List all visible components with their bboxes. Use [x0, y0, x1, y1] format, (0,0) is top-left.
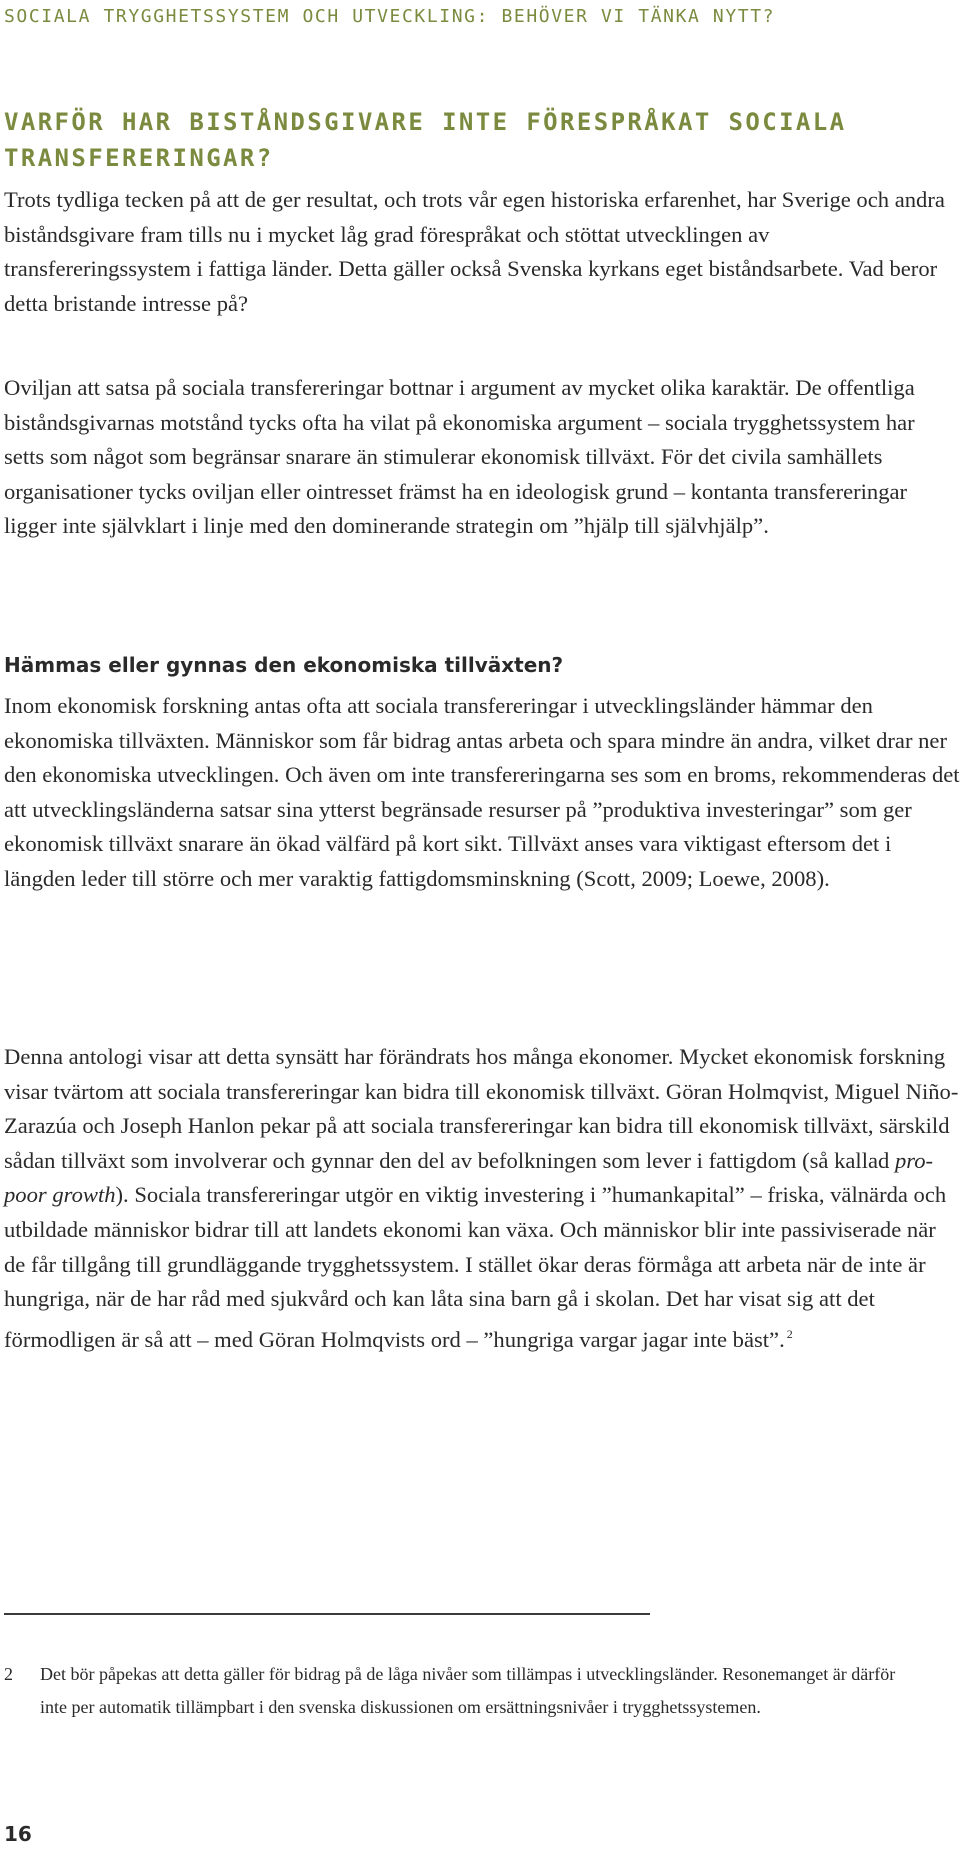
- paragraph-1: Trots tydliga tecken på att de ger resultat, och trots vår egen historiska erfarenhet, har Sverige och andra biståndsgivare fram tills nu i mycket låg grad förespråkat och stöttat utvecklingen av transfereringssystem i fattiga länder. Detta gäller också Svenska kyrkans eget biståndsarbete. Vad beror detta bristande intresse på?: [4, 187, 945, 316]
- page-number: 16: [4, 1822, 32, 1846]
- paragraph-4: [4, 1040, 960, 1357]
- paragraph-4-text-a: Denna antologi visar att detta synsätt har förändrats hos många ekonomer. Mycket ekonomisk forskning visar tvärtom att sociala transfereringar kan bidra till ekonomisk tillväxt. Göran Holmqvist, Miguel Niño-Zarazúa och Joseph Hanlon pekar på att sociala transfereringar kan bidra till ekonomisk tillväxt, särskild sådan tillväxt som involverar och gynnar den del av befolkningen som lever i fattigdom (så kallad: [4, 1044, 959, 1173]
- paragraph-4-italic-term: pro-poor growth: [4, 1147, 934, 1208]
- footnote-text: Det bör påpekas att detta gäller för bidrag på de låga nivåer som tillämpas i utvecklingsländer. Resonemanget är därför inte per automatik tillämpbart i den svenska diskussionen om ersättningsnivåer i trygghetssystemen.: [40, 1664, 896, 1717]
- paragraph-2: Oviljan att satsa på sociala transfereringar bottnar i argument av mycket olika karaktär. De offentliga biståndsgivarnas motstånd tycks ofta ha vilat på ekonomiska argument – sociala trygghetssystem har setts som något som begränsar snarare än stimulerar ekonomisk tillväxt. För det civila samhällets organisationer tycks oviljan eller ointresset främst ha en ideologisk grund – kontanta transfereringar ligger inte självklart i linje med den dominerande strategin om ”hjälp till självhjälp”.: [4, 375, 915, 539]
- footnote: [4, 1658, 904, 1724]
- footnote-number: 2: [4, 1664, 13, 1684]
- subheading: Hämmas eller gynnas den ekonomiska tillväxten?: [4, 653, 564, 677]
- section-title: VARFÖR HAR BISTÅNDSGIVARE INTE FÖRESPRÅKAT SOCIALA TRANSFERERINGAR?: [4, 108, 847, 172]
- footnote-reference[interactable]: 2: [786, 1326, 793, 1341]
- running-header: SOCIALA TRYGGHETSSYSTEM OCH UTVECKLING: BEHÖVER VI TÄNKA NYTT?: [4, 6, 776, 27]
- footnote-divider: [4, 1613, 650, 1615]
- paragraph-3: Inom ekonomisk forskning antas ofta att sociala transfereringar i utvecklingsländer hämmar den ekonomiska tillväxten. Människor som får bidrag antas arbeta och spara mindre än andra, vilket drar ner den ekonomiska utvecklingen. Och även om inte transfereringarna ses som en broms, rekommenderas det att utvecklingsländerna satsar sina ytterst begränsade resurser på ”produktiva investeringar” som ger ekonomisk tillväxt snarare än ökad välfärd på kort sikt. Tillväxt anses vara viktigast eftersom det i längden leder till större och mer varaktig fattigdomsminskning (Scott, 2009; Loewe, 2008).: [4, 693, 960, 891]
- paragraph-4-text-b: ). Sociala transfereringar utgör en viktig investering i ”humankapital” – friska, välnärda och utbildade människor bidrar till att landets ekonomi kan växa. Och människor blir inte passiviserade när de får tillgång till grundläggande trygghetssystem. I stället ökar deras förmåga att arbeta när de inte är hungriga, när de har råd med sjukvård och kan låta sina barn gå i skolan. Det har visat sig att det förmodligen är så att – med Göran Holmqvists ord – ”hungriga vargar jagar inte bäst”.: [4, 1182, 947, 1352]
